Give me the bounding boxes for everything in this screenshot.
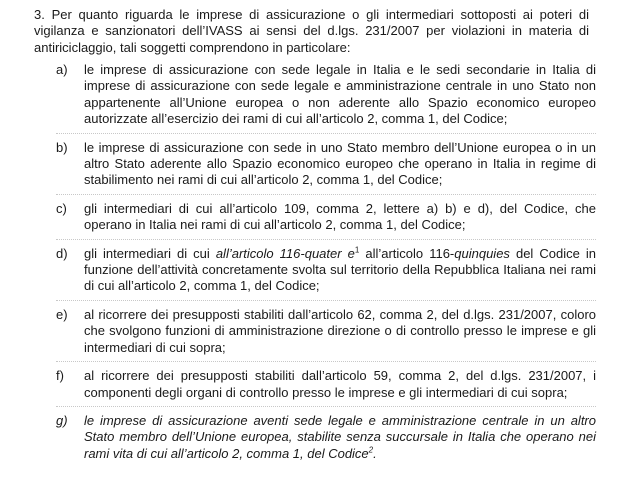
item-letter: d) (56, 245, 68, 261)
list-item-d (56, 246, 596, 301)
item-text: le imprese di assicurazione con sede in uno Stato membro dell’Unione europea o in un altro Stato aderente allo Spazio economico europeo che operano in Italia in regime di stabilimento nei rami di cui all’articolo 2, comma 1, del Codice; (84, 139, 596, 188)
item-list (56, 62, 596, 467)
paragraph-text: Per quanto riguarda le imprese di assicurazione o gli intermediari sottoposti ai poteri di vigilanza e sanzionatori dell’IVASS ai sensi del d.lgs. 231/2007 per violazioni in materia di antiriciclaggio, tali soggetti comprendono in particolare: (34, 7, 589, 55)
item-text-italic: quinquies (454, 245, 510, 261)
list-item-a (56, 62, 596, 134)
list-item-c (56, 201, 596, 240)
item-letter: a) (56, 62, 68, 77)
list-item-g (56, 413, 596, 467)
item-text (84, 413, 596, 461)
item-text-part: le imprese di assicurazione aventi sede legale e amministrazione centrale in un altro Stato membro dell’Unione europea, stabilite senza succursale in Italia che operano nei rami vita di cui all’articolo 2, comma 1, del Codice (84, 412, 596, 461)
item-text-part: gli intermediari di cui (84, 245, 216, 261)
item-letter: e) (56, 306, 68, 322)
list-item-e (56, 307, 596, 362)
item-letter: c) (56, 200, 67, 216)
item-text: al ricorrere dei presupposti stabiliti dall’articolo 62, comma 2, del d.lgs. 231/2007, coloro che svolgono funzioni di amministrazione direzione o di controllo presso le imprese e gli intermediari di cui sopra; (84, 306, 596, 355)
item-text-part: del Codice in funzione dell’attività concretamente svolta sul territorio della Repubblica Italiana nei rami di cui all’articolo 2, comma 1, del Codice; (84, 245, 596, 294)
item-text: le imprese di assicurazione con sede legale in Italia e le sedi secondarie in Italia di imprese di assicurazione con sede legale e amministrazione centrale in uno Stato non appartenente all’Unione europea o non aderente allo Spazio economico europeo autorizzate all’esercizio dei rami di cui all’articolo 2, comma 1, del Codice; (84, 62, 596, 127)
item-text (84, 246, 596, 294)
list-item-b (56, 140, 596, 195)
item-text: gli intermediari di cui all’articolo 109, comma 2, lettere a) b) e d), del Codice, che operano in Italia nei rami di cui all’articolo 2, comma 1, del Codice; (84, 200, 596, 233)
list-item-f (56, 368, 596, 407)
item-text-italic: all’articolo 116-quater e (215, 245, 355, 261)
item-text-end: . (373, 445, 377, 461)
footnote-ref-2[interactable]: 2 (368, 445, 374, 455)
item-letter: b) (56, 139, 68, 155)
paragraph-3 (34, 7, 589, 56)
item-text-part: all’articolo 116- (359, 245, 455, 261)
paragraph-number: 3. (34, 7, 45, 22)
item-text: al ricorrere dei presupposti stabiliti dall’articolo 59, comma 2, del d.lgs. 231/2007, i componenti degli organi di controllo presso le imprese e gli intermediari di cui sopra; (84, 368, 596, 400)
item-letter: f) (56, 368, 64, 384)
item-letter: g) (56, 412, 68, 428)
footnote-ref-1[interactable]: 1 (354, 245, 360, 255)
